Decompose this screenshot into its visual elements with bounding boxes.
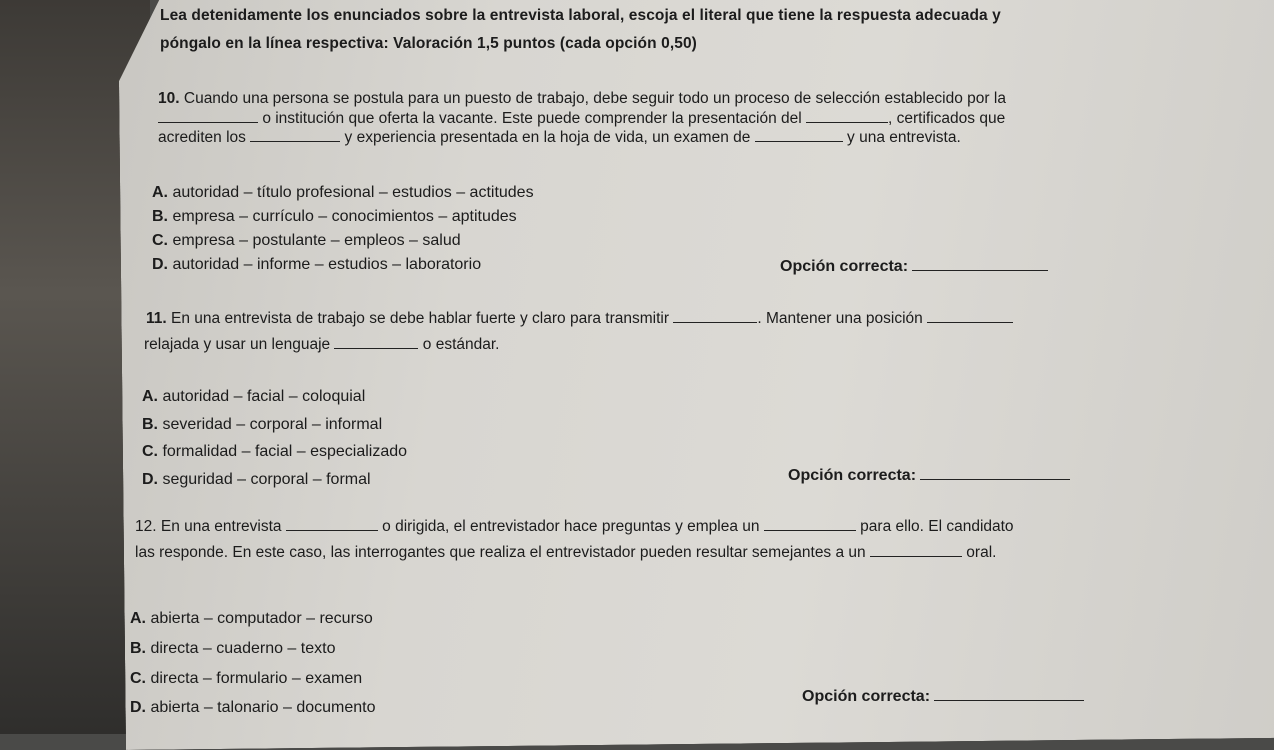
option-letter: B.: [130, 640, 146, 657]
q11-text-1a: En una entrevista de trabajo se debe hablar fuerte y claro para transmitir: [171, 310, 670, 327]
q12-answer-blank[interactable]: [934, 688, 1084, 701]
q10-line-2: [158, 110, 1005, 128]
q11-answer-blank[interactable]: [920, 467, 1070, 480]
q12-option-a: [130, 610, 373, 628]
option-letter: A.: [152, 184, 168, 201]
q11-option-d: [142, 471, 371, 489]
option-letter: B.: [142, 416, 158, 433]
q11-text-2a: relajada y usar un lenguaje: [144, 336, 331, 353]
q12-option-b: [130, 640, 335, 658]
q10-option-a: [152, 184, 534, 202]
q12-text-2a: las responde. En este caso, las interrogantes que realiza el entrevistador pueden resultar semejantes a un: [135, 544, 866, 561]
option-letter: C.: [130, 670, 146, 687]
q11-blank-1[interactable]: [673, 310, 757, 323]
q11-text-1b: . Mantener una posición: [757, 310, 923, 327]
option-letter: C.: [152, 232, 168, 249]
option-text: empresa – postulante – empleos – salud: [172, 232, 461, 249]
q11-option-c: [142, 443, 407, 461]
q12-line-2: [135, 544, 996, 562]
q11-number: 11.: [146, 310, 167, 327]
option-text: autoridad – facial – coloquial: [162, 388, 366, 405]
q11-option-b: [142, 416, 382, 434]
q10-blank-1[interactable]: [158, 110, 258, 123]
q12-option-d: [130, 699, 376, 717]
option-text: autoridad – título profesional – estudios – actitudes: [172, 184, 534, 201]
q12-text-1c: para ello. El candidato: [860, 518, 1014, 535]
option-letter: A.: [142, 388, 158, 405]
q12-blank-2[interactable]: [764, 518, 856, 531]
q11-answer: [788, 467, 1070, 485]
option-letter: A.: [130, 610, 146, 627]
q10-blank-4[interactable]: [755, 129, 843, 142]
option-text: seguridad – corporal – formal: [162, 471, 371, 488]
q11-option-a: [142, 388, 365, 406]
q12-text-2b: oral.: [966, 544, 997, 561]
option-text: autoridad – informe – estudios – laboratorio: [172, 256, 482, 273]
q12-answer: [802, 688, 1084, 706]
answer-label: Opción correcta:: [802, 688, 931, 705]
option-text: abierta – talonario – documento: [150, 699, 376, 716]
option-text: abierta – computador – recurso: [150, 610, 373, 627]
q12-blank-3[interactable]: [870, 544, 962, 557]
instructions-line-2: póngalo en la línea respectiva: Valoración 1,5 puntos (cada opción 0,50): [160, 35, 697, 52]
option-text: empresa – currículo – conocimientos – aptitudes: [172, 208, 517, 225]
q10-blank-2[interactable]: [806, 110, 888, 123]
q10-text-2b: , certificados que: [888, 110, 1006, 127]
answer-label: Opción correcta:: [780, 258, 909, 275]
q10-line-3: [158, 129, 961, 147]
q10-option-c: [152, 232, 461, 250]
option-text: directa – cuaderno – texto: [150, 640, 336, 657]
option-letter: C.: [142, 443, 158, 460]
option-letter: B.: [152, 208, 168, 225]
q11-line-1: [146, 310, 1013, 328]
q10-option-d: [152, 256, 481, 274]
q10-text-3a: acrediten los: [158, 129, 246, 146]
option-text: formalidad – facial – especializado: [162, 443, 408, 460]
option-letter: D.: [142, 471, 158, 488]
q12-option-c: [130, 670, 362, 688]
option-text: directa – formulario – examen: [150, 670, 363, 687]
option-letter: D.: [152, 256, 168, 273]
option-text: severidad – corporal – informal: [162, 416, 383, 433]
q10-text-3b: y experiencia presentada en la hoja de vida, un examen de: [344, 129, 751, 146]
q12-line-1: [135, 518, 1014, 536]
option-letter: D.: [130, 699, 146, 716]
q11-line-2: [144, 336, 499, 354]
q12-text-1b: o dirigida, el entrevistador hace preguntas y emplea un: [382, 518, 760, 535]
q10-answer-blank[interactable]: [912, 258, 1048, 271]
q11-blank-2[interactable]: [927, 310, 1013, 323]
q10-blank-3[interactable]: [250, 129, 340, 142]
q11-blank-3[interactable]: [334, 336, 418, 349]
q10-text-3c: y una entrevista.: [847, 129, 961, 146]
q10-option-b: [152, 208, 517, 226]
q10-text-2: o institución que oferta la vacante. Este puede comprender la presentación del: [262, 110, 802, 127]
q10-number: 10.: [158, 90, 180, 107]
q10-answer: [780, 258, 1048, 276]
instructions-line-1: Lea detenidamente los enunciados sobre la entrevista laboral, escoja el literal que tiene la respuesta adecuada y: [160, 7, 1001, 24]
q10-text-1: Cuando una persona se postula para un puesto de trabajo, debe seguir todo un proceso de selección establecido por la: [183, 90, 1006, 107]
q12-number: 12.: [135, 518, 157, 535]
answer-label: Opción correcta:: [788, 467, 917, 484]
q10-line-1: [158, 90, 1006, 108]
q11-text-2b: o estándar.: [422, 336, 500, 353]
q12-blank-1[interactable]: [286, 518, 378, 531]
q12-text-1a: En una entrevista: [160, 518, 282, 535]
